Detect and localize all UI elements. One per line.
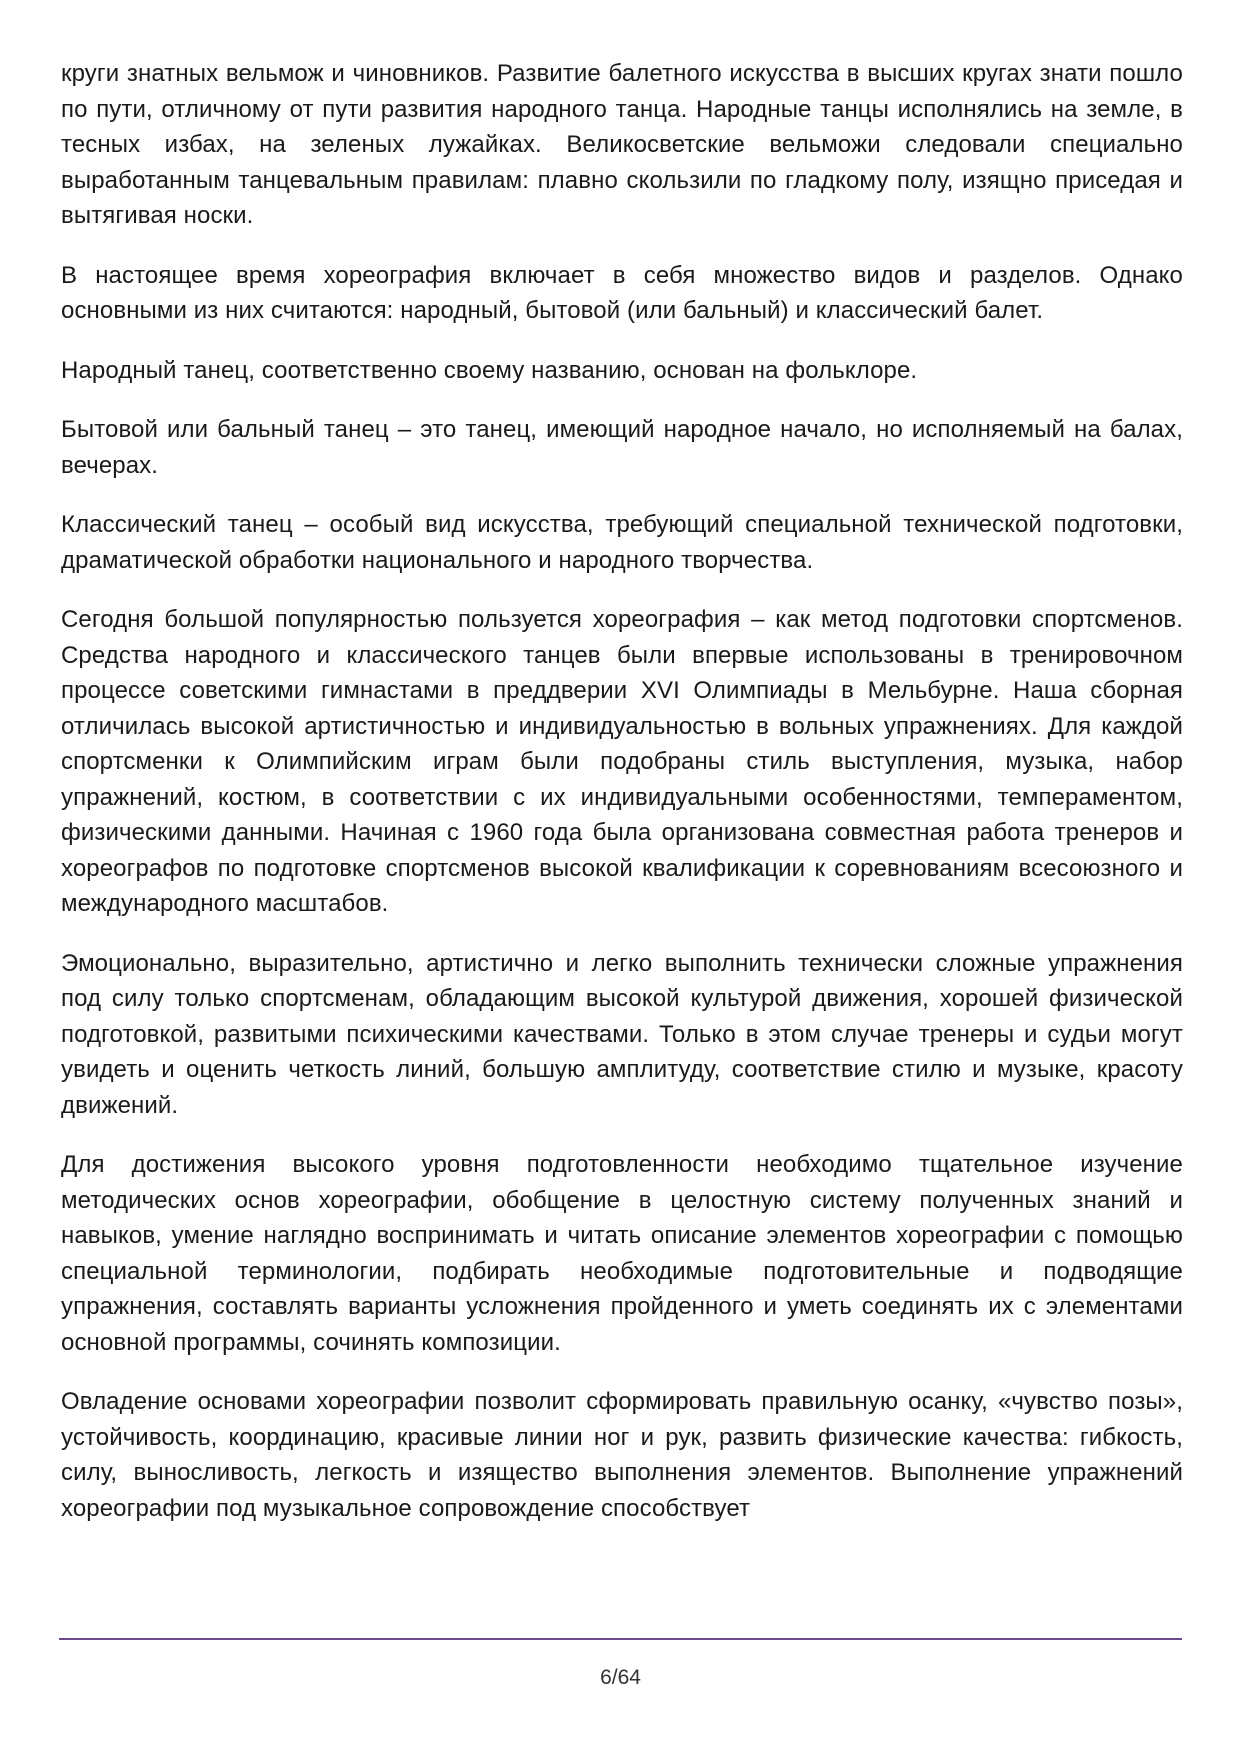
paragraph-3: Народный танец, соответственно своему названию, основан на фольклоре.	[61, 356, 918, 384]
paragraph-8: Для достижения высокого уровня подготовленности необходимо тщательное изучение методических основ хореографии, обобщение в целостную систему полученных знаний и навыков, умение наглядно воспринимать и читать описание элементов хореографии с помощью специальной терминологии, подбирать необходимые подготовительные и подводящие упражнения, составлять варианты усложнения пройденного и уметь соединять их с элементами основной программы, сочинять композиции.	[61, 1151, 1183, 1356]
paragraph-6: Сегодня большой популярностью пользуется хореография – как метод подготовки спортсменов. Средства народного и классического танцев были впервые использованы в тренировочном процессе советскими гимнастами в преддверии XVI Олимпиады в Мельбурне. Наша сборная отличилась высокой артистичностью и индивидуальностью в вольных упражнениях. Для каждой спортсменки к Олимпийским играм были подобраны стиль выступления, музыка, набор упражнений, костюм, в соответствии с их индивидуальными особенностями, темпераментом, физическими данными. Начиная с 1960 года была организована совместная работа тренеров и хореографов по подготовке спортсменов высокой квалификации к соревнованиям всесоюзного и международного масштабов.	[61, 606, 1183, 917]
paragraph-2: В настоящее время хореография включает в себя множество видов и разделов. Однако основными из них считаются: народный, бытовой (или бальный) и классический балет.	[61, 261, 1183, 324]
document-body	[61, 56, 1183, 1550]
paragraph-5: Классический танец – особый вид искусства, требующий специальной технической подготовки, драматической обработки национального и народного творчества.	[61, 511, 1183, 574]
footer-divider	[59, 1638, 1182, 1640]
paragraph-4: Бытовой или бальный танец – это танец, имеющий народное начало, но исполняемый на балах, вечерах.	[61, 416, 1183, 479]
paragraph-1: круги знатных вельмож и чиновников. Развитие балетного искусства в высших кругах знати пошло по пути, отличному от пути развития народного танца. Народные танцы исполнялись на земле, в тесных избах, на зеленых лужайках. Великосветские вельможи следовали специально выработанным танцевальным правилам: плавно скользили по гладкому полу, изящно приседая и вытягивая носки.	[61, 60, 1183, 229]
page-number: 6/64	[600, 1666, 641, 1689]
paragraph-7: Эмоционально, выразительно, артистично и легко выполнить технически сложные упражнения под силу только спортсменам, обладающим высокой культурой движения, хорошей физической подготовкой, развитыми психическими качествами. Только в этом случае тренеры и судьи могут увидеть и оценить четкость линий, большую амплитуду, соответствие стилю и музыке, красоту движений.	[61, 949, 1183, 1119]
paragraph-9: Овладение основами хореографии позволит сформировать правильную осанку, «чувство позы», устойчивость, координацию, красивые линии ног и рук, развить физические качества: гибкость, силу, выносливость, легкость и изящество выполнения элементов. Выполнение упражнений хореографии под музыкальное сопровождение способствует	[61, 1388, 1183, 1522]
